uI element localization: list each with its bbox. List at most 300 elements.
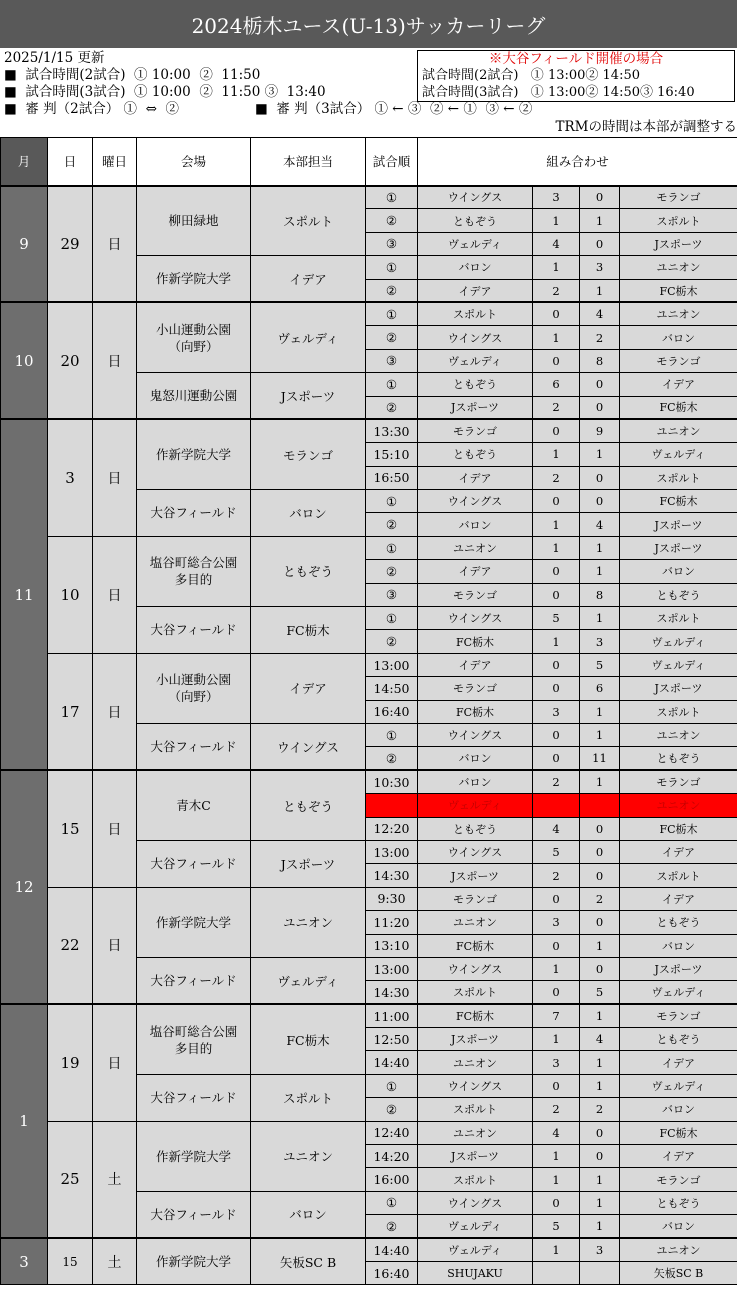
home-score-cell xyxy=(533,1261,580,1284)
away-team-cell: モランゴ xyxy=(620,349,737,372)
match-order-cell: ② xyxy=(366,747,418,770)
away-team-cell: 矢板SC B xyxy=(620,1261,737,1284)
staff-cell: FC栃木 xyxy=(251,1004,366,1074)
match-order-cell xyxy=(366,794,418,817)
away-score-cell: 1 xyxy=(580,723,620,746)
away-team-cell: イデア xyxy=(620,1051,737,1074)
venue-name-line: 大谷フィールド xyxy=(150,739,237,755)
away-team-cell: イデア xyxy=(620,373,737,396)
dow-cell: 日 xyxy=(93,536,137,653)
dow-cell: 土 xyxy=(93,1121,137,1238)
match-order-cell: ② xyxy=(366,630,418,653)
home-score-cell: 0 xyxy=(533,1191,580,1214)
venue-name-line: 鬼怒川運動公園 xyxy=(149,388,238,404)
away-score-cell: 3 xyxy=(580,256,620,279)
away-team-cell: スポルト xyxy=(620,466,737,489)
match-order-cell: 16:50 xyxy=(366,466,418,489)
venue-name-line: 作新学院大学 xyxy=(155,1148,231,1164)
venue-cell xyxy=(137,840,251,887)
away-team-cell: バロン xyxy=(620,934,737,957)
home-team-cell: イデア xyxy=(418,653,533,676)
home-score-cell: 2 xyxy=(533,396,580,419)
away-team-cell: バロン xyxy=(620,1215,737,1238)
venue-cell xyxy=(137,1121,251,1191)
home-team-cell: ヴェルディ xyxy=(418,1215,533,1238)
trm-note: TRMの時間は本部が調整する xyxy=(555,119,737,135)
home-score-cell: 4 xyxy=(533,817,580,840)
venue-cell xyxy=(137,1074,251,1121)
staff-cell: スポルト xyxy=(251,1074,366,1121)
home-score-cell: 1 xyxy=(533,957,580,980)
away-score-cell: 0 xyxy=(580,232,620,255)
match-order-cell: ① xyxy=(366,302,418,325)
away-score-cell: 2 xyxy=(580,1098,620,1121)
venue-name-line: 大谷フィールド xyxy=(150,505,237,521)
home-team-cell: ヴェルディ xyxy=(418,232,533,255)
home-score-cell: 1 xyxy=(533,513,580,536)
day-cell: 17 xyxy=(48,653,93,770)
home-team-cell: スポルト xyxy=(418,1168,533,1191)
away-team-cell: ユニオン xyxy=(620,419,737,442)
away-team-cell: ユニオン xyxy=(620,302,737,325)
home-team-cell: FC栃木 xyxy=(418,700,533,723)
venue-name-line: 作新学院大学 xyxy=(155,271,231,287)
match-order-cell: 11:00 xyxy=(366,1004,418,1027)
venue-name-line: 大谷フィールド xyxy=(150,973,237,989)
away-score-cell: 4 xyxy=(580,1028,620,1051)
referee-2games: ■ 審 判（2試合） ① ⇔ ② xyxy=(4,101,179,117)
home-team-cell: イデア xyxy=(418,560,533,583)
home-score-cell: 3 xyxy=(533,186,580,209)
ootani-time-3games: 試合時間(3試合) ① 13:00② 14:50③ 16:40 xyxy=(422,85,695,100)
home-score-cell: 2 xyxy=(533,466,580,489)
away-team-cell: ともぞう xyxy=(620,911,737,934)
away-score-cell: 1 xyxy=(580,1051,620,1074)
home-team-cell: バロン xyxy=(418,256,533,279)
home-score-cell: 1 xyxy=(533,1168,580,1191)
home-team-cell: ともぞう xyxy=(418,817,533,840)
away-team-cell: ともぞう xyxy=(620,1191,737,1214)
away-team-cell: Jスポーツ xyxy=(620,513,737,536)
venue-cell xyxy=(137,1004,251,1074)
staff-cell: バロン xyxy=(251,1191,366,1238)
day-cell: 19 xyxy=(48,1004,93,1121)
match-order-cell: ③ xyxy=(366,232,418,255)
home-score-cell: 2 xyxy=(533,770,580,793)
home-score-cell: 5 xyxy=(533,1215,580,1238)
home-team-cell: ウイングス xyxy=(418,490,533,513)
home-score-cell: 5 xyxy=(533,607,580,630)
away-team-cell: Jスポーツ xyxy=(620,536,737,559)
away-score-cell: 0 xyxy=(580,186,620,209)
home-team-cell: スポルト xyxy=(418,302,533,325)
venue-name-line: 塩谷町総合公園 xyxy=(149,555,238,571)
away-team-cell: ヴェルディ xyxy=(620,630,737,653)
staff-cell: モランゴ xyxy=(251,419,366,489)
home-team-cell: ユニオン xyxy=(418,911,533,934)
away-team-cell: ともぞう xyxy=(620,583,737,606)
table-row xyxy=(1,419,737,442)
ootani-field-title: ※大谷フィールド開催の場合 xyxy=(488,51,664,67)
away-team-cell: FC栃木 xyxy=(620,279,737,302)
venue-cell xyxy=(137,607,251,654)
match-order-cell: 16:40 xyxy=(366,700,418,723)
staff-cell: FC栃木 xyxy=(251,607,366,654)
home-score-cell: 5 xyxy=(533,840,580,863)
match-order-cell: 13:00 xyxy=(366,840,418,863)
away-team-cell: スポルト xyxy=(620,864,737,887)
table-row xyxy=(1,1238,737,1261)
away-team-cell: バロン xyxy=(620,326,737,349)
home-team-cell: Jスポーツ xyxy=(418,1028,533,1051)
match-order-cell: ① xyxy=(366,607,418,630)
venue-name-line: 作新学院大学 xyxy=(155,914,231,930)
match-order-cell: ① xyxy=(366,723,418,746)
home-team-cell: ともぞう xyxy=(418,373,533,396)
home-score-cell: 0 xyxy=(533,934,580,957)
header-match: 組み合わせ xyxy=(418,138,737,186)
staff-cell: スポルト xyxy=(251,186,366,256)
match-order-cell: 10:30 xyxy=(366,770,418,793)
home-team-cell: バロン xyxy=(418,513,533,536)
match-order-cell: 14:40 xyxy=(366,1238,418,1261)
staff-cell: ヴェルディ xyxy=(251,957,366,1004)
match-order-cell: 14:30 xyxy=(366,981,418,1004)
away-team-cell: バロン xyxy=(620,1098,737,1121)
home-team-cell: バロン xyxy=(418,770,533,793)
away-score-cell: 0 xyxy=(580,373,620,396)
home-score-cell: 0 xyxy=(533,583,580,606)
table-row xyxy=(1,1004,737,1027)
away-team-cell: ユニオン xyxy=(620,1238,737,1261)
away-score-cell: 4 xyxy=(580,302,620,325)
header-month: 月 xyxy=(1,138,48,186)
home-score-cell: 3 xyxy=(533,700,580,723)
away-score-cell: 6 xyxy=(580,677,620,700)
venue-name-line: 小山運動公園 xyxy=(155,672,231,688)
match-order-cell: 14:20 xyxy=(366,1145,418,1168)
away-score-cell: 8 xyxy=(580,349,620,372)
away-team-cell: Jスポーツ xyxy=(620,957,737,980)
match-order-cell: ① xyxy=(366,536,418,559)
ootani-field-box xyxy=(417,50,735,102)
home-team-cell: SHUJAKU xyxy=(418,1261,533,1284)
away-score-cell: 0 xyxy=(580,911,620,934)
home-team-cell: ともぞう xyxy=(418,443,533,466)
match-time-3games: ■ 試合時間(3試合) ① 10:00 ② 11:50 ③ 13:40 xyxy=(4,84,326,100)
header-order: 試合順 xyxy=(366,138,418,186)
venue-name-line: 大谷フィールド xyxy=(150,856,237,872)
home-team-cell: イデア xyxy=(418,466,533,489)
venue-name-line: 作新学院大学 xyxy=(155,447,231,463)
header-dow: 曜日 xyxy=(93,138,137,186)
header-venue: 会場 xyxy=(137,138,251,186)
match-time-2games: ■ 試合時間(2試合) ① 10:00 ② 11:50 xyxy=(4,67,261,83)
home-score-cell: 0 xyxy=(533,653,580,676)
home-score-cell: 1 xyxy=(533,209,580,232)
away-score-cell: 1 xyxy=(580,443,620,466)
match-order-cell: 13:00 xyxy=(366,653,418,676)
match-order-cell: 16:00 xyxy=(366,1168,418,1191)
home-score-cell: 7 xyxy=(533,1004,580,1027)
away-score-cell: 0 xyxy=(580,466,620,489)
venue-cell xyxy=(137,490,251,537)
away-score-cell: 1 xyxy=(580,209,620,232)
venue-cell xyxy=(137,1191,251,1238)
match-order-cell: ③ xyxy=(366,583,418,606)
home-score-cell: 0 xyxy=(533,349,580,372)
day-cell: 10 xyxy=(48,536,93,653)
home-score-cell: 0 xyxy=(533,887,580,910)
staff-cell: イデア xyxy=(251,256,366,303)
dow-cell: 日 xyxy=(93,419,137,536)
staff-cell: 矢板SC B xyxy=(251,1238,366,1285)
home-team-cell: ユニオン xyxy=(418,536,533,559)
home-team-cell: ウイングス xyxy=(418,723,533,746)
away-score-cell: 0 xyxy=(580,1145,620,1168)
header-staff: 本部担当 xyxy=(251,138,366,186)
staff-cell: ユニオン xyxy=(251,887,366,957)
away-team-cell: モランゴ xyxy=(620,1004,737,1027)
home-score-cell: 1 xyxy=(533,536,580,559)
away-score-cell: 2 xyxy=(580,887,620,910)
match-order-cell: ① xyxy=(366,373,418,396)
venue-name-line: 多目的 xyxy=(174,1040,213,1056)
home-team-cell: ウイングス xyxy=(418,840,533,863)
day-cell: 25 xyxy=(48,1121,93,1238)
staff-cell: ともぞう xyxy=(251,536,366,606)
dow-cell: 日 xyxy=(93,186,137,303)
away-score-cell: 1 xyxy=(580,607,620,630)
home-team-cell: ヴェルディ xyxy=(418,794,533,817)
home-team-cell: ユニオン xyxy=(418,1051,533,1074)
away-score-cell: 9 xyxy=(580,419,620,442)
staff-cell: バロン xyxy=(251,490,366,537)
match-order-cell: 12:20 xyxy=(366,817,418,840)
home-team-cell: ウイングス xyxy=(418,957,533,980)
away-team-cell: Jスポーツ xyxy=(620,677,737,700)
month-cell: 11 xyxy=(1,419,48,770)
away-score-cell: 1 xyxy=(580,560,620,583)
table-row xyxy=(1,536,737,559)
match-order-cell: 14:50 xyxy=(366,677,418,700)
match-order-cell: ② xyxy=(366,209,418,232)
dow-cell: 日 xyxy=(93,770,137,887)
home-score-cell: 4 xyxy=(533,1121,580,1144)
home-team-cell: ウイングス xyxy=(418,1074,533,1097)
match-order-cell: 14:30 xyxy=(366,864,418,887)
match-order-cell: 12:40 xyxy=(366,1121,418,1144)
staff-cell: ともぞう xyxy=(251,770,366,840)
away-team-cell: イデア xyxy=(620,887,737,910)
staff-cell: イデア xyxy=(251,653,366,723)
home-team-cell: ウイングス xyxy=(418,1191,533,1214)
away-team-cell: ともぞう xyxy=(620,747,737,770)
month-cell: 9 xyxy=(1,186,48,303)
away-team-cell: FC栃木 xyxy=(620,817,737,840)
away-team-cell: バロン xyxy=(620,560,737,583)
away-score-cell: 4 xyxy=(580,513,620,536)
away-score-cell: 3 xyxy=(580,630,620,653)
table-row xyxy=(1,887,737,910)
match-order-cell: ① xyxy=(366,256,418,279)
home-score-cell: 1 xyxy=(533,1028,580,1051)
day-cell: 20 xyxy=(48,302,93,419)
match-order-cell: 12:50 xyxy=(366,1028,418,1051)
away-team-cell: スポルト xyxy=(620,607,737,630)
away-score-cell: 1 xyxy=(580,1215,620,1238)
away-team-cell: モランゴ xyxy=(620,1168,737,1191)
home-team-cell: バロン xyxy=(418,747,533,770)
header-day: 日 xyxy=(48,138,93,186)
month-cell: 3 xyxy=(1,1238,48,1285)
away-team-cell: FC栃木 xyxy=(620,490,737,513)
away-score-cell: 0 xyxy=(580,396,620,419)
venue-name-line: 小山運動公園 xyxy=(155,321,231,337)
venue-cell xyxy=(137,419,251,489)
table-row xyxy=(1,770,737,793)
home-team-cell: モランゴ xyxy=(418,677,533,700)
home-team-cell: FC栃木 xyxy=(418,934,533,957)
match-order-cell: ① xyxy=(366,1191,418,1214)
away-team-cell: ユニオン xyxy=(620,794,737,817)
home-score-cell: 0 xyxy=(533,419,580,442)
away-team-cell: モランゴ xyxy=(620,186,737,209)
home-team-cell: ヴェルディ xyxy=(418,349,533,372)
away-score-cell: 1 xyxy=(580,1074,620,1097)
home-score-cell: 2 xyxy=(533,1098,580,1121)
month-cell: 1 xyxy=(1,1004,48,1238)
home-score-cell: 0 xyxy=(533,560,580,583)
table-row xyxy=(1,653,737,676)
venue-name-line: 青木C xyxy=(176,798,211,814)
day-cell: 15 xyxy=(48,1238,93,1285)
match-order-cell: ② xyxy=(366,396,418,419)
venue-cell xyxy=(137,373,251,420)
home-score-cell: 1 xyxy=(533,443,580,466)
table-row xyxy=(1,1121,737,1144)
away-score-cell: 0 xyxy=(580,864,620,887)
page-title: 2024栃木ユース(U-13)サッカーリーグ xyxy=(0,0,737,48)
away-score-cell: 1 xyxy=(580,279,620,302)
day-cell: 15 xyxy=(48,770,93,887)
venue-name-line: 柳田緑地 xyxy=(168,213,219,229)
staff-cell: Jスポーツ xyxy=(251,840,366,887)
match-order-cell: ② xyxy=(366,560,418,583)
match-order-cell: 13:30 xyxy=(366,419,418,442)
schedule-table xyxy=(0,137,737,1293)
dow-cell: 日 xyxy=(93,1004,137,1121)
home-score-cell: 0 xyxy=(533,747,580,770)
venue-name-line: 大谷フィールド xyxy=(150,622,237,638)
staff-cell: ウイングス xyxy=(251,723,366,770)
venue-cell xyxy=(137,770,251,840)
home-team-cell: イデア xyxy=(418,279,533,302)
away-team-cell: スポルト xyxy=(620,700,737,723)
home-score-cell: 0 xyxy=(533,490,580,513)
dow-cell: 日 xyxy=(93,302,137,419)
away-team-cell: FC栃木 xyxy=(620,1121,737,1144)
home-score-cell: 0 xyxy=(533,723,580,746)
away-score-cell: 1 xyxy=(580,536,620,559)
home-score-cell: 1 xyxy=(533,326,580,349)
venue-cell xyxy=(137,302,251,372)
home-team-cell: スポルト xyxy=(418,1098,533,1121)
away-team-cell: FC栃木 xyxy=(620,396,737,419)
away-score-cell: 3 xyxy=(580,1238,620,1261)
home-score-cell: 1 xyxy=(533,1238,580,1261)
staff-cell: ユニオン xyxy=(251,1121,366,1191)
away-team-cell: イデア xyxy=(620,1145,737,1168)
dow-cell: 土 xyxy=(93,1238,137,1285)
away-score-cell: 5 xyxy=(580,653,620,676)
home-team-cell: モランゴ xyxy=(418,583,533,606)
table-row xyxy=(1,186,737,209)
away-score-cell: 0 xyxy=(580,817,620,840)
away-score-cell: 0 xyxy=(580,957,620,980)
venue-cell xyxy=(137,1238,251,1285)
venue-name-line: 塩谷町総合公園 xyxy=(149,1023,238,1039)
away-score-cell: 8 xyxy=(580,583,620,606)
away-score-cell: 0 xyxy=(580,490,620,513)
away-score-cell: 11 xyxy=(580,747,620,770)
home-team-cell: ウイングス xyxy=(418,607,533,630)
home-team-cell: ヴェルディ xyxy=(418,1238,533,1261)
away-team-cell: Jスポーツ xyxy=(620,232,737,255)
away-team-cell: スポルト xyxy=(620,209,737,232)
home-score-cell: 1 xyxy=(533,630,580,653)
ootani-time-2games: 試合時間(2試合) ① 13:00② 14:50 xyxy=(422,68,641,83)
home-team-cell: Jスポーツ xyxy=(418,1145,533,1168)
venue-name-line: （向野） xyxy=(168,689,219,705)
home-team-cell: FC栃木 xyxy=(418,630,533,653)
home-score-cell: 2 xyxy=(533,864,580,887)
away-team-cell: ヴェルディ xyxy=(620,1074,737,1097)
venue-cell xyxy=(137,186,251,256)
match-order-cell: 16:40 xyxy=(366,1261,418,1284)
venue-cell xyxy=(137,256,251,303)
home-score-cell: 1 xyxy=(533,1145,580,1168)
away-team-cell: ともぞう xyxy=(620,1028,737,1051)
home-team-cell: ともぞう xyxy=(418,209,533,232)
match-order-cell: ② xyxy=(366,513,418,536)
match-order-cell: ① xyxy=(366,1074,418,1097)
home-score-cell: 0 xyxy=(533,981,580,1004)
away-score-cell: 0 xyxy=(580,1121,620,1144)
venue-cell xyxy=(137,957,251,1004)
away-team-cell: ヴェルディ xyxy=(620,443,737,466)
away-team-cell: ヴェルディ xyxy=(620,981,737,1004)
venue-name-line: 大谷フィールド xyxy=(150,1206,237,1222)
dow-cell: 日 xyxy=(93,887,137,1004)
home-score-cell: 3 xyxy=(533,911,580,934)
month-cell: 10 xyxy=(1,302,48,419)
venue-name-line: 大谷フィールド xyxy=(150,1090,237,1106)
dow-cell: 日 xyxy=(93,653,137,770)
day-cell: 22 xyxy=(48,887,93,1004)
away-score-cell: 1 xyxy=(580,770,620,793)
match-order-cell: ② xyxy=(366,326,418,349)
away-score-cell: 1 xyxy=(580,1191,620,1214)
table-row xyxy=(1,302,737,325)
home-score-cell xyxy=(533,794,580,817)
match-order-cell: ② xyxy=(366,1098,418,1121)
referee-3games: ■ 審 判（3試合） ① ← ③ ② ← ① ③ ← ② xyxy=(255,101,533,117)
table-header xyxy=(1,138,737,186)
home-score-cell: 2 xyxy=(533,279,580,302)
match-order-cell: 11:20 xyxy=(366,911,418,934)
away-score-cell xyxy=(580,1261,620,1284)
